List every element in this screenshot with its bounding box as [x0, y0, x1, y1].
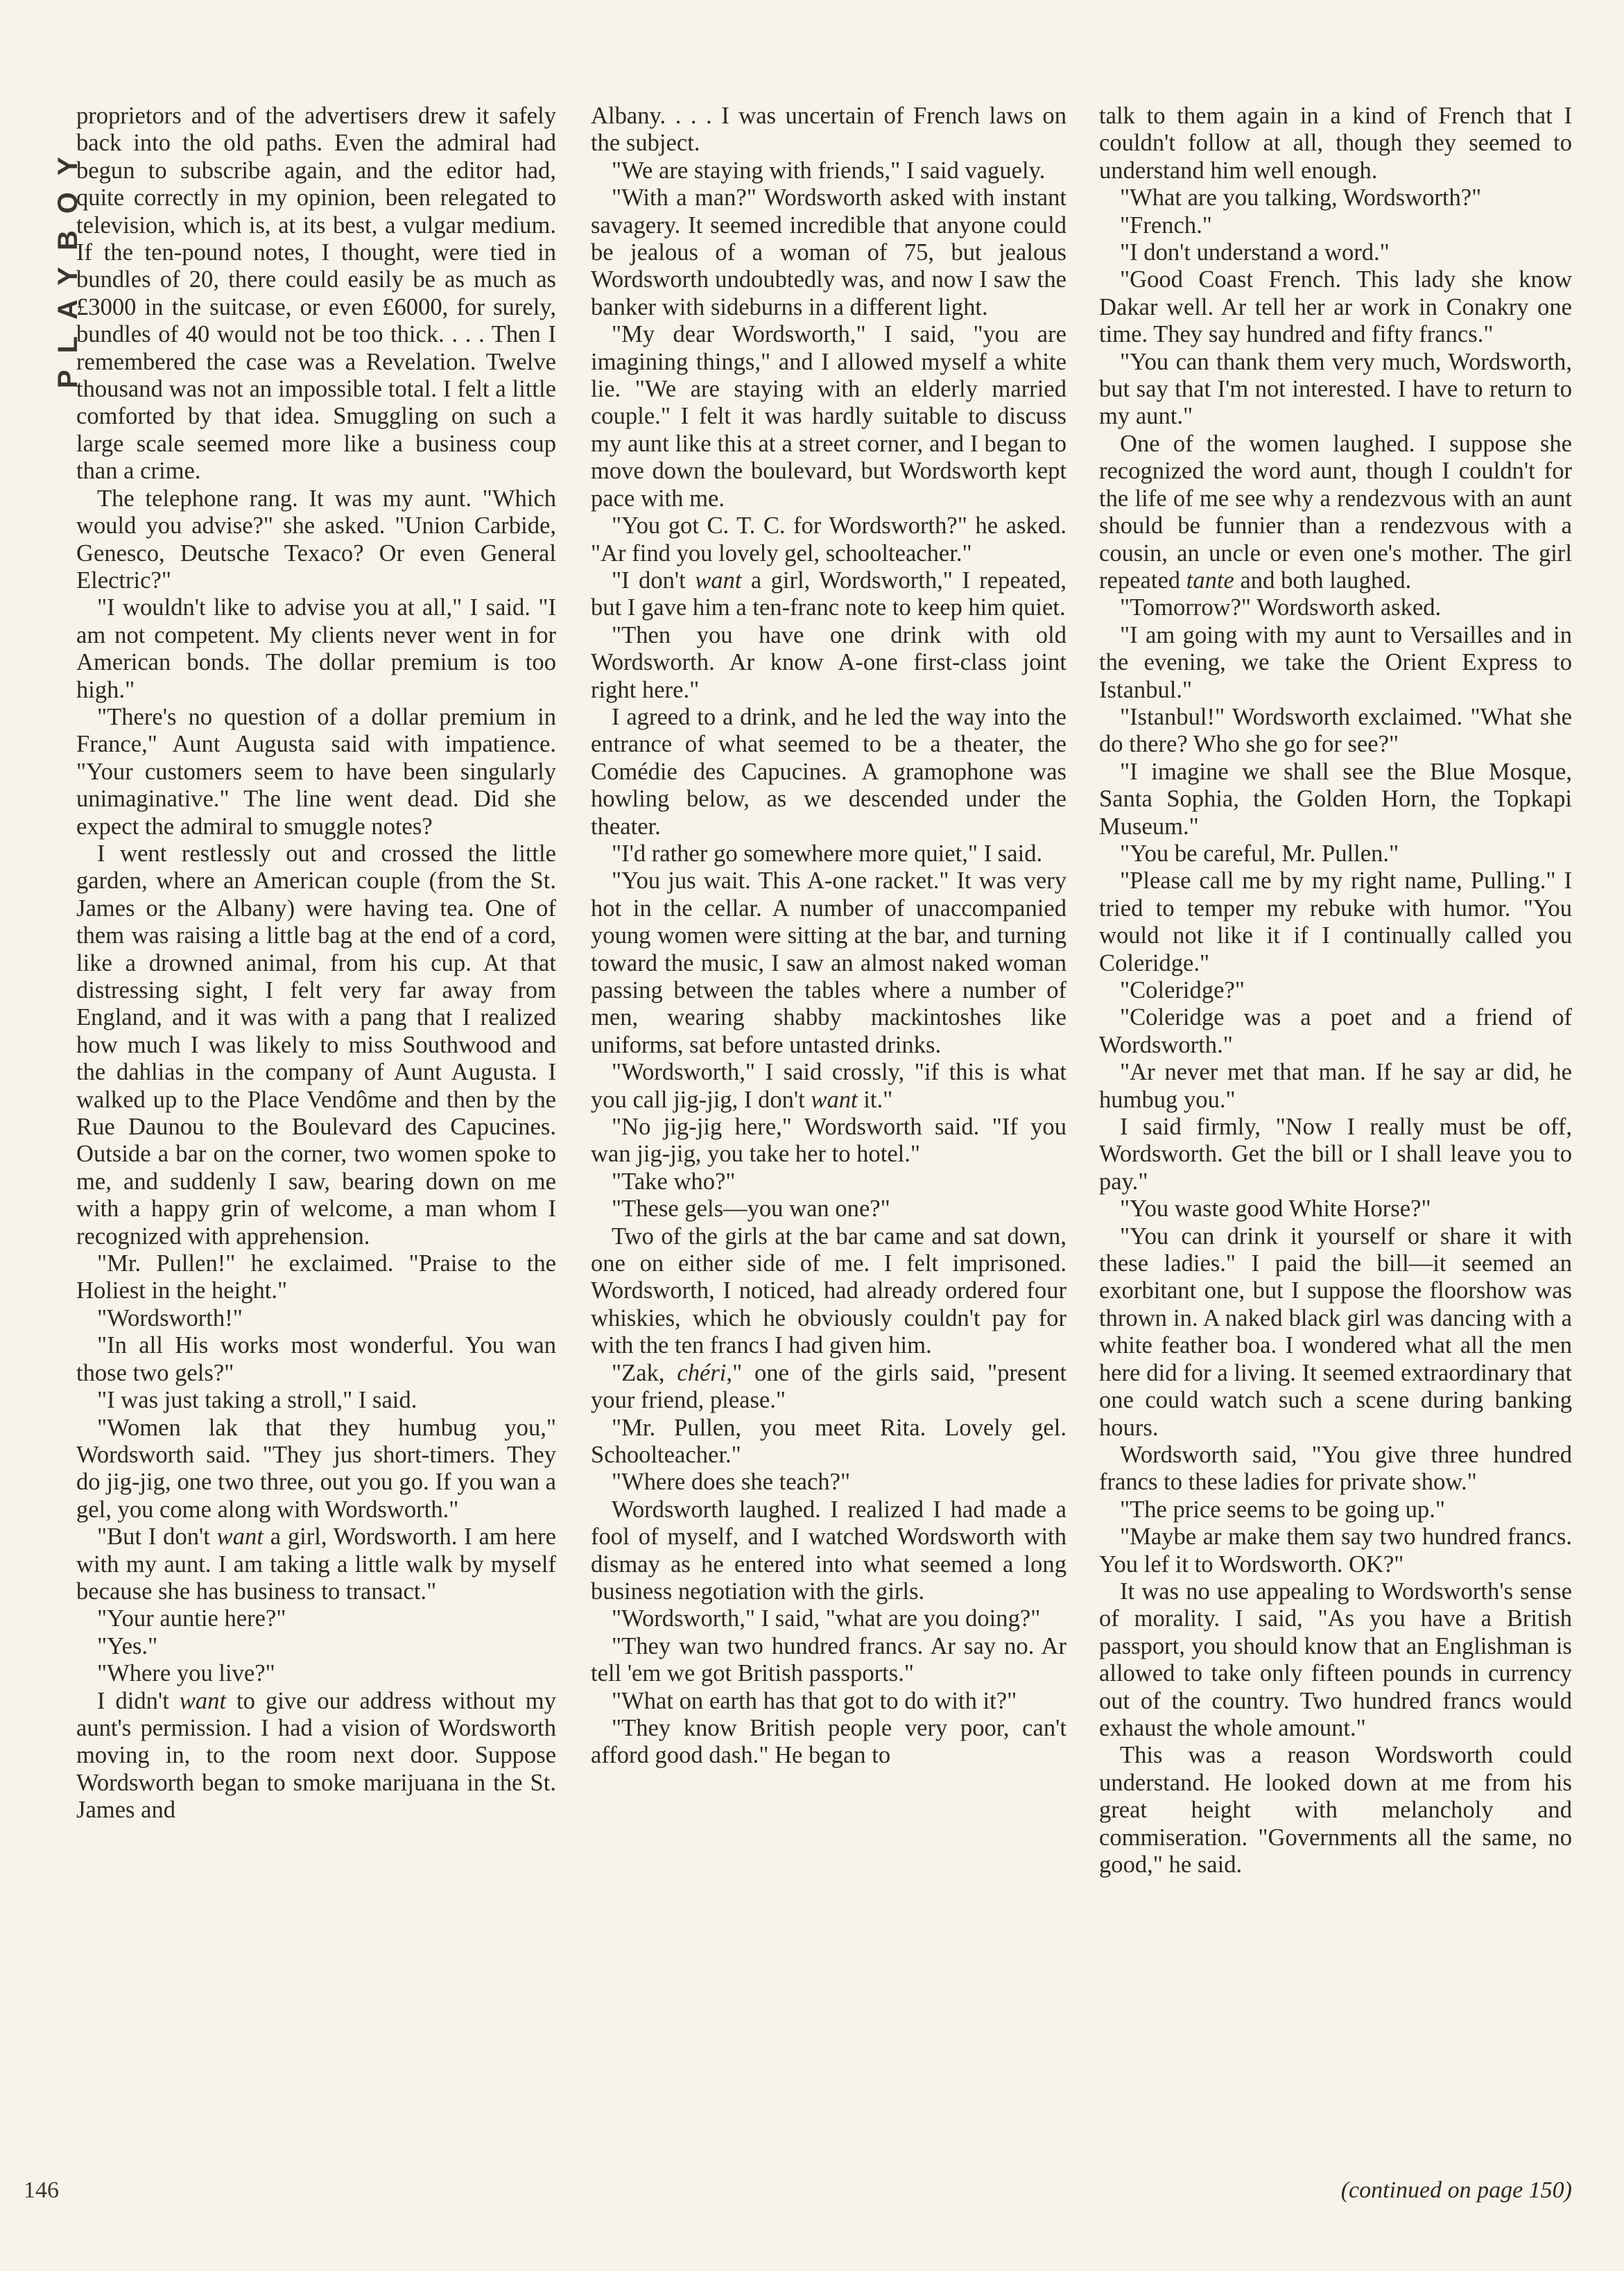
- paragraph: "You waste good White Horse?": [1120, 1195, 1431, 1223]
- paragraph: "You jus wait. This A-one racket." It was very hot in the cellar. A number of unaccompanied young women were sitting at the bar, and turning toward the music, I saw an almost naked woman passing between the tables where a number of men, wearing shabby mackintoshes like uniforms, sat before untasted drinks.: [591, 867, 1066, 1058]
- paragraph: "In all His works most wonderful. You wan those two gels?": [76, 1332, 556, 1386]
- paragraph: "There's no question of a dollar premium in France," Aunt Augusta said with impatience. "Your customers seem to have been singularly unimaginative." The line went dead. Did she expect the admiral to smuggle notes?: [76, 703, 556, 840]
- paragraph: "Please call me by my right name, Pulling." I tried to temper my rebuke with humor. "You would not like it if I continually called you Coleridge.": [1099, 867, 1572, 976]
- paragraph: "Wordsworth!": [97, 1304, 243, 1331]
- paragraph: "No jig-jig here," Wordsworth said. "If you wan jig-jig, you take her to hotel.": [591, 1114, 1066, 1168]
- paragraph: "They wan two hundred francs. Ar say no. Ar tell 'em we got British passports.": [591, 1632, 1066, 1687]
- paragraph: It was no use appealing to Wordsworth's sense of morality. I said, "As you have a British passport, you should know that an Englishman is allowed to take only fifteen pounds in currency out of the country. Two hundred francs would exhaust the whole amount.": [1099, 1578, 1572, 1741]
- paragraph: "Ar never met that man. If he say ar did, he humbug you.": [1099, 1059, 1572, 1113]
- text-column-1: [76, 103, 556, 1824]
- paragraph: "Then you have one drink with old Wordsworth. Ar know A-one first-class joint right here.": [591, 621, 1066, 703]
- paragraph: I said firmly, "Now I really must be off, Wordsworth. Get the bill or I shall leave you to pay.": [1099, 1114, 1572, 1195]
- paragraph: "Your auntie here?": [97, 1605, 286, 1632]
- paragraph: "They know British people very poor, can't afford good dash." He began to: [591, 1714, 1066, 1769]
- paragraph: "I don't understand a word.": [1120, 239, 1390, 266]
- paragraph: "I don't want a girl, Wordsworth," I repeated, but I gave him a ten-franc note to keep him quiet.: [591, 567, 1067, 621]
- page-number: 146: [24, 2177, 59, 2203]
- paragraph: "Maybe ar make them say two hundred francs. You lef it to Wordsworth. OK?": [1099, 1523, 1572, 1578]
- paragraph: "Where does she teach?": [612, 1469, 851, 1496]
- paragraph: "I'd rather go somewhere more quiet," I said.: [612, 840, 1043, 867]
- paragraph: talk to them again in a kind of French that I couldn't follow at all, though they seemed to understand him well enough.: [1099, 103, 1572, 184]
- magazine-masthead: PLAYBOY: [53, 140, 83, 388]
- paragraph: "What are you talking, Wordsworth?": [1120, 184, 1482, 211]
- paragraph: "You can drink it yourself or share it with these ladies." I paid the bill—it seemed an exorbitant one, but I suppose the floorshow was thrown in. A naked black girl was dancing with a white feather boa. I wondered what all the men here did for a living. It seemed extraordinary that one could watch such a scene during banking hours.: [1099, 1223, 1572, 1441]
- paragraph: Wordsworth laughed. I realized I had made a fool of myself, and I watched Wordsworth with dismay as he entered into what seemed a long business negotiation with the girls.: [591, 1496, 1066, 1605]
- paragraph: "You can thank them very much, Wordsworth, but say that I'm not interested. I have to return to my aunt.": [1099, 348, 1572, 430]
- paragraph: "Coleridge was a poet and a friend of Wordsworth.": [1099, 1004, 1572, 1058]
- paragraph: "I was just taking a stroll," I said.: [97, 1387, 417, 1414]
- paragraph: "With a man?" Wordsworth asked with instant savagery. It seemed incredible that anyone could be jealous of a woman of 75, but jealous Wordsworth undoubtedly was, and now I saw the banker with sideburns in a different light.: [591, 184, 1066, 320]
- paragraph: "Wordsworth," I said crossly, "if this is what you call jig-jig, I don't want it.": [591, 1059, 1066, 1113]
- paragraph: "But I don't want a girl, Wordsworth. I am here with my aunt. I am taking a little walk by myself because she has business to transact.": [76, 1523, 556, 1605]
- paragraph: "My dear Wordsworth," I said, "you are imagining things," and I allowed myself a white lie. "We are staying with an elderly married couple." I felt it was hardly suitable to discuss my aunt like this at a street corner, and I began to move down the boulevard, but Wordsworth kept pace with me.: [591, 321, 1066, 512]
- paragraph: "Wordsworth," I said, "what are you doing?": [612, 1605, 1041, 1632]
- paragraph: "I imagine we shall see the Blue Mosque, Santa Sophia, the Golden Horn, the Topkapi Museum.": [1099, 758, 1572, 840]
- paragraph: Albany. . . . I was uncertain of French laws on the subject.: [591, 103, 1066, 157]
- paragraph: This was a reason Wordsworth could understand. He looked down at me from his great height with melancholy and commiseration. "Governments all the same, no good," he said.: [1099, 1742, 1572, 1878]
- paragraph: proprietors and of the advertisers drew it safely back into the old paths. Even the admiral had begun to subscribe again, and the editor had, quite correctly in my opinion, been relegated to television, which is, at its best, a vulgar medium. If the ten-pound notes, I thought, were tied in bundles of 20, there could easily be as much as £3000 in the suitcase, or even £6000, for surely, bundles of 40 would not be too thick. . . . Then I remembered the case was a Revelation. Twelve thousand was not an impossible total. I felt a little comforted by that idea. Smuggling on such a large scale seemed more like a business coup than a crime.: [76, 103, 556, 485]
- paragraph: "I wouldn't like to advise you at all," I said. "I am not competent. My clients never went in for American bonds. The dollar premium is too high.": [76, 594, 556, 703]
- paragraph: "Yes.": [97, 1632, 158, 1659]
- paragraph: "Good Coast French. This lady she know Dakar well. Ar tell her ar work in Conakry one time. They say hundred and fifty francs.": [1099, 266, 1572, 348]
- paragraph: "Zak, chéri," one of the girls said, "present your friend, please.": [591, 1359, 1066, 1414]
- text-column-2: [591, 103, 1066, 1770]
- paragraph: "Women lak that they humbug you," Wordsworth said. "They jus short-timers. They do jig-jig, one two three, out you go. If you wan a gel, you come along with Wordsworth.": [76, 1414, 556, 1523]
- paragraph: I agreed to a drink, and he led the way into the entrance of what seemed to be a theater, the Comédie des Capucines. A gramophone was howling below, as we descended under the theater.: [591, 703, 1066, 840]
- paragraph: "French.": [1120, 211, 1212, 239]
- paragraph: I went restlessly out and crossed the little garden, where an American couple (from the St. James or the Albany) were having tea. One of them was raising a little bag at the end of a cord, like a drowned animal, from his cup. At that distressing sight, I felt very far away from England, and it was with a pang that I realized how much I was likely to miss Southwood and the dahlias in the company of Aunt Augusta. I walked up to the Place Vendôme and then by the Rue Daunou to the Boulevard des Capucines. Outside a bar on the corner, two women spoke to me, and suddenly I saw, bearing down on me with a happy grin of welcome, a man whom I recognized with apprehension.: [76, 840, 556, 1250]
- paragraph: I didn't want to give our address without my aunt's permission. I had a vision of Wordsworth moving in, to the room next door. Suppose Wordsworth began to smoke marijuana in the St. James and: [76, 1687, 556, 1824]
- paragraph: "We are staying with friends," I said vaguely.: [612, 157, 1046, 184]
- paragraph: "Mr. Pullen!" he exclaimed. "Praise to the Holiest in the height.": [76, 1250, 556, 1304]
- paragraph: Two of the girls at the bar came and sat down, one on either side of me. I felt imprisoned. Wordsworth, I noticed, had already ordered four whiskies, which he obviously couldn't pay for with the ten francs I had given him.: [591, 1223, 1066, 1359]
- paragraph: "Istanbul!" Wordsworth exclaimed. "What she do there? Who she go for see?": [1099, 703, 1572, 758]
- paragraph: "Coleridge?": [1120, 977, 1245, 1003]
- paragraph: "I am going with my aunt to Versailles and in the evening, we take the Orient Express to Istanbul.": [1099, 621, 1572, 703]
- continued-note: (continued on page 150): [1340, 2177, 1572, 2203]
- paragraph: One of the women laughed. I suppose she recognized the word aunt, though I couldn't for the life of me see why a rendezvous with an aunt should be funnier than a rendezvous with a cousin, an uncle or even one's mother. The girl repeated tante and both laughed.: [1099, 430, 1572, 594]
- paragraph: "You got C. T. C. for Wordsworth?" he asked. "Ar find you lovely gel, schoolteacher.": [591, 512, 1066, 567]
- paragraph: "Where you live?": [97, 1660, 275, 1687]
- paragraph: "Take who?": [612, 1168, 736, 1195]
- paragraph: "What on earth has that got to do with it?": [612, 1687, 1017, 1714]
- paragraph: "The price seems to be going up.": [1120, 1496, 1445, 1523]
- paragraph: "Mr. Pullen, you meet Rita. Lovely gel. Schoolteacher.": [591, 1414, 1066, 1468]
- paragraph: "Tomorrow?" Wordsworth asked.: [1120, 594, 1442, 621]
- paragraph: "You be careful, Mr. Pullen.": [1120, 840, 1399, 867]
- paragraph: "These gels—you wan one?": [612, 1195, 890, 1223]
- text-column-3: [1099, 103, 1572, 1879]
- paragraph: Wordsworth said, "You give three hundred francs to these ladies for private show.": [1099, 1441, 1572, 1496]
- paragraph: The telephone rang. It was my aunt. "Which would you advise?" she asked. "Union Carbide, Genesco, Deutsche Texaco? Or even General Electric?": [76, 485, 556, 594]
